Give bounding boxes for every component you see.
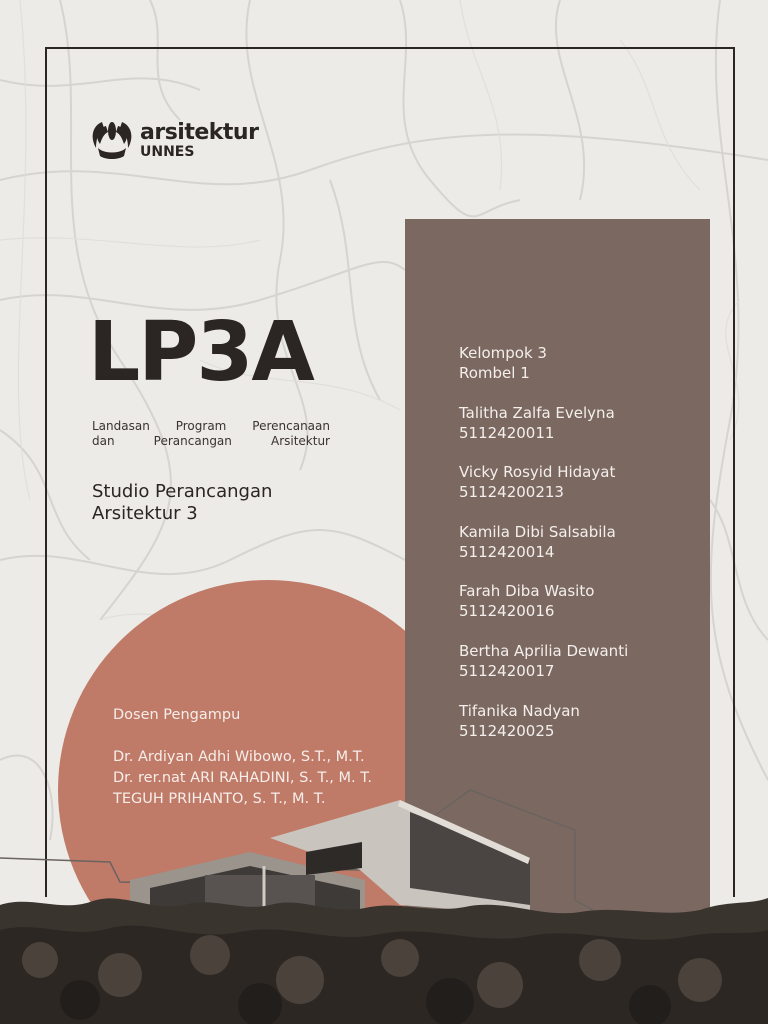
lecturers-label: Dosen Pengampu <box>113 707 241 723</box>
lecturer-name: Dr. Ardiyan Adhi Wibowo, S.T., M.T. <box>113 749 365 765</box>
studio-line-1: Studio Perancangan <box>92 481 273 502</box>
group-number: Kelompok 3 <box>459 344 547 362</box>
member-id: 51124200213 <box>459 483 564 502</box>
member-name: Talitha Zalfa Evelyna <box>459 403 615 422</box>
member-name: Tifanika Nadyan <box>459 701 580 720</box>
logo-line-arsitektur: arsitektur <box>140 119 259 145</box>
subtitle-line-2: dan Perancangan Arsitektur <box>92 434 330 448</box>
studio-line-2: Arsitektur 3 <box>92 503 198 524</box>
lecturer-name: TEGUH PRIHANTO, S. T., M. T. <box>113 791 326 807</box>
member-name: Kamila Dibi Salsabila <box>459 522 616 541</box>
logo-line-unnes: UNNES <box>140 143 195 160</box>
member-name: Bertha Aprilia Dewanti <box>459 641 629 660</box>
document-title: LP3A <box>88 305 313 400</box>
group-class: Rombel 1 <box>459 364 530 382</box>
subtitle-line-1: Landasan Program Perencanaan <box>92 419 330 433</box>
member-name: Farah Diba Wasito <box>459 582 595 601</box>
member-id: 5112420017 <box>459 661 555 680</box>
member-name: Vicky Rosyid Hidayat <box>459 463 616 482</box>
member-id: 5112420025 <box>459 721 555 740</box>
lecturer-name: Dr. rer.nat ARI RAHADINI, S. T., M. T. <box>113 770 372 786</box>
member-id: 5112420016 <box>459 602 555 621</box>
member-id: 5112420011 <box>459 423 555 442</box>
member-id: 5112420014 <box>459 542 555 561</box>
